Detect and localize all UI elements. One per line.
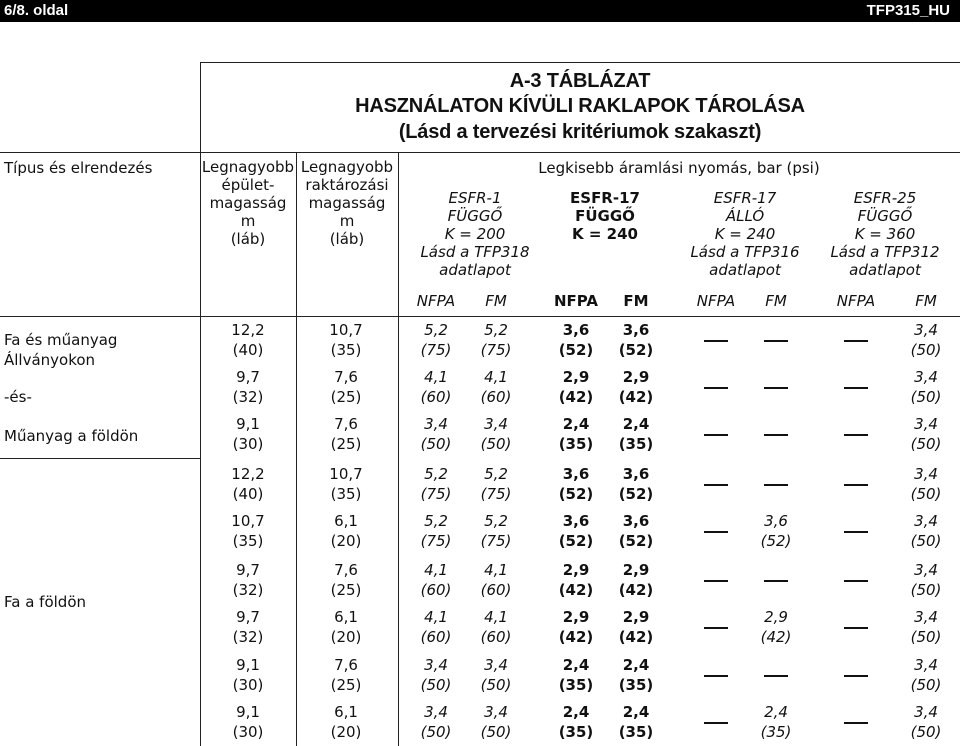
building-height-cell xyxy=(218,655,278,695)
sprinkler-header-1 xyxy=(420,189,530,279)
pressure-cell-text: 5,2 xyxy=(484,512,508,530)
pressure-cell xyxy=(896,367,956,407)
pressure-cell-text: (52) xyxy=(558,341,594,359)
pressure-cell xyxy=(406,511,466,551)
group1-label-line2: Állványokon xyxy=(4,351,96,369)
not-applicable-dash xyxy=(764,340,788,342)
building-height-cell-text: (40) xyxy=(232,341,264,359)
pressure-cell xyxy=(466,607,526,647)
pressure-cell-text: 2,4 xyxy=(622,415,650,433)
building-height-cell-text: 9,1 xyxy=(236,703,260,721)
group1-label-line3: Műanyag a földön xyxy=(4,427,139,445)
pressure-cell xyxy=(406,464,466,504)
storage-height-cell xyxy=(316,607,376,647)
building-height-cell xyxy=(218,702,278,742)
building-height-header xyxy=(200,158,296,248)
pressure-cell-text: (60) xyxy=(480,628,512,646)
pressure-cell-text: 3,6 xyxy=(562,512,590,530)
pressure-cell xyxy=(466,655,526,695)
pressure-cell-text: (35) xyxy=(618,723,654,741)
pressure-cell xyxy=(466,511,526,551)
group1-label-and: -és- xyxy=(4,388,32,406)
pressure-cell-text: (35) xyxy=(558,676,594,694)
pressure-cell-text: (50) xyxy=(910,485,942,503)
pressure-cell xyxy=(606,511,666,551)
pressure-cell xyxy=(606,560,666,600)
pressure-cell-text: 3,4 xyxy=(424,415,448,433)
building-height-header-line: épület- xyxy=(221,176,275,194)
pressure-cell xyxy=(406,655,466,695)
storage-height-header xyxy=(296,158,398,248)
pressure-cell xyxy=(546,414,606,454)
sprinkler-header-1-line: adatlapot xyxy=(439,261,511,279)
sprinkler-header-3 xyxy=(690,189,800,279)
pressure-cell xyxy=(896,655,956,695)
pressure-cell-text: 2,9 xyxy=(622,368,650,386)
pressure-cell-text: (50) xyxy=(910,435,942,453)
pressure-cell-text: (50) xyxy=(480,723,512,741)
sprinkler-header-2-line: FÜGGŐ xyxy=(575,207,635,225)
sprinkler-header-4-line: ESFR-25 xyxy=(853,189,917,207)
sub-header-nfpa: NFPA xyxy=(836,292,876,310)
table-title: A-3 TÁBLÁZAT xyxy=(509,70,651,92)
building-height-cell-text: (32) xyxy=(232,581,264,599)
pressure-cell-text: 2,9 xyxy=(622,608,650,626)
pressure-cell xyxy=(606,607,666,647)
building-height-cell xyxy=(218,607,278,647)
storage-height-header-line: Legnagyobb xyxy=(300,158,394,176)
building-height-cell-text: (32) xyxy=(232,628,264,646)
sprinkler-header-3-line: Lásd a TFP316 xyxy=(690,243,800,261)
group2-label: Fa a földön xyxy=(4,593,87,611)
pressure-cell-text: (50) xyxy=(480,435,512,453)
building-height-cell xyxy=(218,367,278,407)
not-applicable-dash xyxy=(764,434,788,436)
pressure-cell-text: 3,6 xyxy=(764,512,788,530)
building-height-cell-text: 9,7 xyxy=(236,608,260,626)
not-applicable-dash xyxy=(704,627,728,629)
pressure-cell-text: (75) xyxy=(420,341,452,359)
pressure-cell-text: (42) xyxy=(760,628,792,646)
pressure-cell-text: (35) xyxy=(760,723,792,741)
pressure-cell xyxy=(406,414,466,454)
not-applicable-dash xyxy=(764,675,788,677)
pressure-cell xyxy=(746,511,806,551)
pressure-cell-text: (50) xyxy=(910,341,942,359)
storage-height-cell xyxy=(316,511,376,551)
storage-height-cell-text: 6,1 xyxy=(334,703,358,721)
sprinkler-header-2-line: ESFR-17 xyxy=(570,189,640,207)
pressure-cell xyxy=(406,560,466,600)
building-height-cell-text: (40) xyxy=(232,485,264,503)
pressure-cell-text: 4,1 xyxy=(424,368,448,386)
pressure-cell xyxy=(406,367,466,407)
pressure-cell-text: 3,4 xyxy=(914,368,938,386)
not-applicable-dash xyxy=(704,531,728,533)
pressure-cell-text: 2,9 xyxy=(622,561,650,579)
pressure-cell-text: (50) xyxy=(420,676,452,694)
building-height-cell-text: (30) xyxy=(232,723,264,741)
storage-height-cell-text: (25) xyxy=(330,435,362,453)
pressure-cell-text: 2,9 xyxy=(562,561,590,579)
sprinkler-header-4-line: adatlapot xyxy=(849,261,921,279)
pressure-cell xyxy=(466,414,526,454)
pressure-cell-text: 5,2 xyxy=(484,465,508,483)
not-applicable-dash xyxy=(844,580,868,582)
building-height-cell-text: (30) xyxy=(232,435,264,453)
sub-header-fm: FM xyxy=(915,292,937,310)
pressure-cell-text: (52) xyxy=(558,485,594,503)
table-note: (Lásd a tervezési kritériumok szakaszt) xyxy=(398,121,762,143)
pressure-cell-text: 3,4 xyxy=(484,415,508,433)
storage-height-cell-text: (20) xyxy=(330,723,362,741)
pressure-cell-text: 2,4 xyxy=(562,656,590,674)
not-applicable-dash xyxy=(704,387,728,389)
sub-header-fm: FM xyxy=(623,292,649,310)
not-applicable-dash xyxy=(844,675,868,677)
group1-label-line1: Fa és műanyag xyxy=(4,331,118,349)
pressure-cell-text: (52) xyxy=(558,532,594,550)
storage-height-cell-text: (20) xyxy=(330,628,362,646)
pressure-cell-text: (42) xyxy=(558,628,594,646)
storage-height-cell-text: (20) xyxy=(330,532,362,550)
sprinkler-header-3-line: ESFR-17 xyxy=(713,189,777,207)
pressure-cell-text: 4,1 xyxy=(484,608,508,626)
pressure-cell xyxy=(896,320,956,360)
pressure-cell-text: (35) xyxy=(558,723,594,741)
pressure-cell-text: (50) xyxy=(910,628,942,646)
sprinkler-header-2-line: K = 240 xyxy=(572,225,638,243)
building-height-cell-text: 12,2 xyxy=(231,465,265,483)
pressure-cell xyxy=(546,607,606,647)
storage-height-cell-text: (35) xyxy=(330,341,362,359)
storage-height-cell xyxy=(316,655,376,695)
sprinkler-header-4-line: K = 360 xyxy=(854,225,916,243)
pressure-cell-text: 2,9 xyxy=(562,368,590,386)
pressure-cell xyxy=(546,511,606,551)
storage-height-header-line: m xyxy=(339,212,355,230)
pressure-cell xyxy=(896,511,956,551)
pressure-cell xyxy=(406,702,466,742)
pressure-cell-text: (60) xyxy=(420,581,452,599)
storage-height-cell-text: 7,6 xyxy=(334,368,358,386)
not-applicable-dash xyxy=(844,340,868,342)
storage-height-cell-text: (25) xyxy=(330,581,362,599)
building-height-cell xyxy=(218,414,278,454)
pressure-cell-text: 2,4 xyxy=(562,703,590,721)
pressure-cell-text: 3,4 xyxy=(484,656,508,674)
storage-height-cell-text: (35) xyxy=(330,485,362,503)
sub-header-fm: FM xyxy=(485,292,507,310)
pressure-cell-text: (42) xyxy=(618,581,654,599)
pressure-cell xyxy=(546,320,606,360)
pressure-cell-text: 3,4 xyxy=(914,321,938,339)
pressure-cell xyxy=(546,655,606,695)
storage-height-cell xyxy=(316,320,376,360)
not-applicable-dash xyxy=(704,434,728,436)
building-height-cell-text: (35) xyxy=(232,532,264,550)
pressure-cell xyxy=(746,607,806,647)
pressure-cell-text: (75) xyxy=(480,485,512,503)
building-height-cell-text: (30) xyxy=(232,676,264,694)
pressure-cell xyxy=(606,414,666,454)
pressure-cell xyxy=(896,414,956,454)
pressure-cell xyxy=(606,702,666,742)
pressure-cell xyxy=(466,367,526,407)
building-height-cell-text: 9,7 xyxy=(236,368,260,386)
not-applicable-dash xyxy=(844,387,868,389)
sprinkler-header-1-line: Lásd a TFP318 xyxy=(420,243,530,261)
sprinkler-header-3-line: ÁLLÓ xyxy=(725,207,765,225)
not-applicable-dash xyxy=(704,340,728,342)
pressure-cell xyxy=(466,320,526,360)
building-height-header-line: Legnagyobb xyxy=(201,158,295,176)
building-height-cell-text: 9,1 xyxy=(236,656,260,674)
pressure-cell-text: 3,6 xyxy=(622,465,650,483)
not-applicable-dash xyxy=(844,627,868,629)
pressure-cell-text: (60) xyxy=(420,388,452,406)
pressure-cell-text: 3,4 xyxy=(484,703,508,721)
pressure-cell xyxy=(606,655,666,695)
sprinkler-header-1-line: K = 200 xyxy=(444,225,506,243)
pressure-cell xyxy=(546,464,606,504)
pressure-cell-text: (50) xyxy=(910,581,942,599)
not-applicable-dash xyxy=(704,580,728,582)
pressure-cell-text: (60) xyxy=(480,581,512,599)
pressure-cell-text: (50) xyxy=(910,532,942,550)
header-divider xyxy=(0,152,960,153)
building-height-cell-text: 10,7 xyxy=(231,512,265,530)
pressure-cell-text: (60) xyxy=(480,388,512,406)
pressure-cell-text: 2,4 xyxy=(764,703,788,721)
not-applicable-dash xyxy=(704,722,728,724)
pressure-cell-text: 2,4 xyxy=(562,415,590,433)
storage-height-header-line: (láb) xyxy=(329,230,365,248)
pressure-cell-text: 2,4 xyxy=(622,703,650,721)
storage-height-cell-text: (25) xyxy=(330,676,362,694)
storage-height-cell-text: 10,7 xyxy=(329,321,363,339)
pressure-cell xyxy=(466,464,526,504)
building-height-cell xyxy=(218,464,278,504)
col-divider-2 xyxy=(398,152,399,746)
pressure-cell-text: 4,1 xyxy=(484,368,508,386)
pressure-cell-text: 3,4 xyxy=(914,703,938,721)
not-applicable-dash xyxy=(844,434,868,436)
pressure-cell xyxy=(896,702,956,742)
group-divider xyxy=(0,458,200,459)
pressure-cell-text: 3,4 xyxy=(914,608,938,626)
pressure-cell-text: 3,6 xyxy=(622,321,650,339)
not-applicable-dash xyxy=(844,484,868,486)
storage-height-cell xyxy=(316,367,376,407)
pressure-cell-text: (50) xyxy=(420,435,452,453)
pressure-cell-text: 5,2 xyxy=(424,512,448,530)
pressure-cell-text: 3,4 xyxy=(424,703,448,721)
pressure-cell-text: (52) xyxy=(618,485,654,503)
sub-header-fm: FM xyxy=(765,292,787,310)
pressure-cell-text: (52) xyxy=(618,341,654,359)
pressure-cell-text: 5,2 xyxy=(424,465,448,483)
sub-header-nfpa: NFPA xyxy=(553,292,599,310)
pressure-cell-text: (52) xyxy=(618,532,654,550)
storage-height-cell xyxy=(316,414,376,454)
pressure-cell xyxy=(546,560,606,600)
sub-header-nfpa: NFPA xyxy=(696,292,736,310)
pressure-cell-text: 3,4 xyxy=(914,415,938,433)
pressure-cell-text: (42) xyxy=(618,628,654,646)
pressure-header: Legkisebb áramlási nyomás, bar (psi) xyxy=(538,159,820,177)
pressure-cell xyxy=(546,702,606,742)
sprinkler-header-3-line: K = 240 xyxy=(714,225,776,243)
pressure-cell xyxy=(606,367,666,407)
pressure-cell-text: 3,6 xyxy=(562,321,590,339)
pressure-cell-text: (42) xyxy=(618,388,654,406)
pressure-cell-text: 3,4 xyxy=(914,561,938,579)
building-height-cell-text: 12,2 xyxy=(231,321,265,339)
pressure-cell-text: 5,2 xyxy=(484,321,508,339)
pressure-cell-text: 3,4 xyxy=(914,656,938,674)
pressure-cell-text: (60) xyxy=(420,628,452,646)
building-height-cell xyxy=(218,511,278,551)
pressure-cell-text: (35) xyxy=(558,435,594,453)
building-height-header-line: magasság xyxy=(209,194,287,212)
pressure-cell-text: 2,9 xyxy=(562,608,590,626)
pressure-cell xyxy=(406,607,466,647)
pressure-cell xyxy=(896,464,956,504)
storage-height-cell-text: 6,1 xyxy=(334,512,358,530)
storage-height-cell-text: 7,6 xyxy=(334,656,358,674)
pressure-cell-text: (50) xyxy=(420,723,452,741)
pressure-cell xyxy=(746,702,806,742)
storage-height-cell-text: 6,1 xyxy=(334,608,358,626)
sprinkler-header-2 xyxy=(550,189,660,243)
table-subtitle: HASZNÁLATON KÍVÜLI RAKLAPOK TÁROLÁSA xyxy=(355,95,805,117)
pressure-cell-text: 4,1 xyxy=(484,561,508,579)
pressure-cell-text: (35) xyxy=(618,676,654,694)
pressure-cell-text: (50) xyxy=(480,676,512,694)
pressure-cell-text: (50) xyxy=(910,676,942,694)
sprinkler-header-4-line: FÜGGŐ xyxy=(857,207,913,225)
storage-height-header-line: raktározási xyxy=(305,176,389,194)
not-applicable-dash xyxy=(704,675,728,677)
sprinkler-header-4-line: Lásd a TFP312 xyxy=(830,243,940,261)
building-height-cell-text: 9,1 xyxy=(236,415,260,433)
not-applicable-dash xyxy=(704,484,728,486)
document-code: TFP315_HU xyxy=(866,2,950,19)
pressure-cell-text: 5,2 xyxy=(424,321,448,339)
sprinkler-header-1-line: ESFR-1 xyxy=(448,189,502,207)
pressure-cell-text: (42) xyxy=(558,581,594,599)
storage-height-cell xyxy=(316,560,376,600)
pressure-cell-text: (52) xyxy=(760,532,792,550)
building-height-cell xyxy=(218,320,278,360)
building-height-cell-text: (32) xyxy=(232,388,264,406)
building-height-cell xyxy=(218,560,278,600)
page-header-bar xyxy=(0,0,960,22)
sprinkler-header-3-line: adatlapot xyxy=(709,261,781,279)
type-header: Típus és elrendezés xyxy=(4,159,153,177)
pressure-cell xyxy=(896,607,956,647)
sprinkler-header-4 xyxy=(830,189,940,279)
pressure-cell-text: (75) xyxy=(480,532,512,550)
storage-height-cell-text: 7,6 xyxy=(334,561,358,579)
pressure-cell-text: 2,4 xyxy=(622,656,650,674)
pressure-cell-text: (75) xyxy=(420,532,452,550)
pressure-cell-text: 4,1 xyxy=(424,608,448,626)
not-applicable-dash xyxy=(764,580,788,582)
pressure-cell xyxy=(896,560,956,600)
building-height-header-line: (láb) xyxy=(230,230,266,248)
building-height-header-line: m xyxy=(240,212,256,230)
pressure-cell xyxy=(606,320,666,360)
building-height-cell-text: 9,7 xyxy=(236,561,260,579)
not-applicable-dash xyxy=(844,722,868,724)
pressure-cell xyxy=(546,367,606,407)
sprinkler-header-1-line: FÜGGŐ xyxy=(447,207,503,225)
pressure-cell-text: (42) xyxy=(558,388,594,406)
pressure-cell xyxy=(406,320,466,360)
pressure-cell xyxy=(466,702,526,742)
sub-header-nfpa: NFPA xyxy=(416,292,456,310)
table-border-top xyxy=(200,62,960,63)
storage-height-cell xyxy=(316,464,376,504)
pressure-cell-text: 3,4 xyxy=(914,512,938,530)
pressure-cell-text: (50) xyxy=(910,388,942,406)
storage-height-cell-text: 10,7 xyxy=(329,465,363,483)
pressure-cell-text: (75) xyxy=(420,485,452,503)
not-applicable-dash xyxy=(764,387,788,389)
pressure-cell-text: 3,4 xyxy=(424,656,448,674)
pressure-cell xyxy=(466,560,526,600)
storage-height-header-line: magasság xyxy=(308,194,386,212)
not-applicable-dash xyxy=(844,531,868,533)
body-divider xyxy=(0,316,960,317)
storage-height-cell-text: (25) xyxy=(330,388,362,406)
pressure-cell-text: (75) xyxy=(480,341,512,359)
storage-height-cell xyxy=(316,702,376,742)
pressure-cell-text: 3,6 xyxy=(622,512,650,530)
pressure-cell-text: 4,1 xyxy=(424,561,448,579)
pressure-cell-text: (50) xyxy=(910,723,942,741)
pressure-cell xyxy=(606,464,666,504)
page-number: 6/8. oldal xyxy=(4,2,69,19)
pressure-cell-text: (35) xyxy=(618,435,654,453)
storage-height-cell-text: 7,6 xyxy=(334,415,358,433)
pressure-cell-text: 3,6 xyxy=(562,465,590,483)
pressure-cell-text: 2,9 xyxy=(764,608,788,626)
pressure-cell-text: 3,4 xyxy=(914,465,938,483)
not-applicable-dash xyxy=(764,484,788,486)
